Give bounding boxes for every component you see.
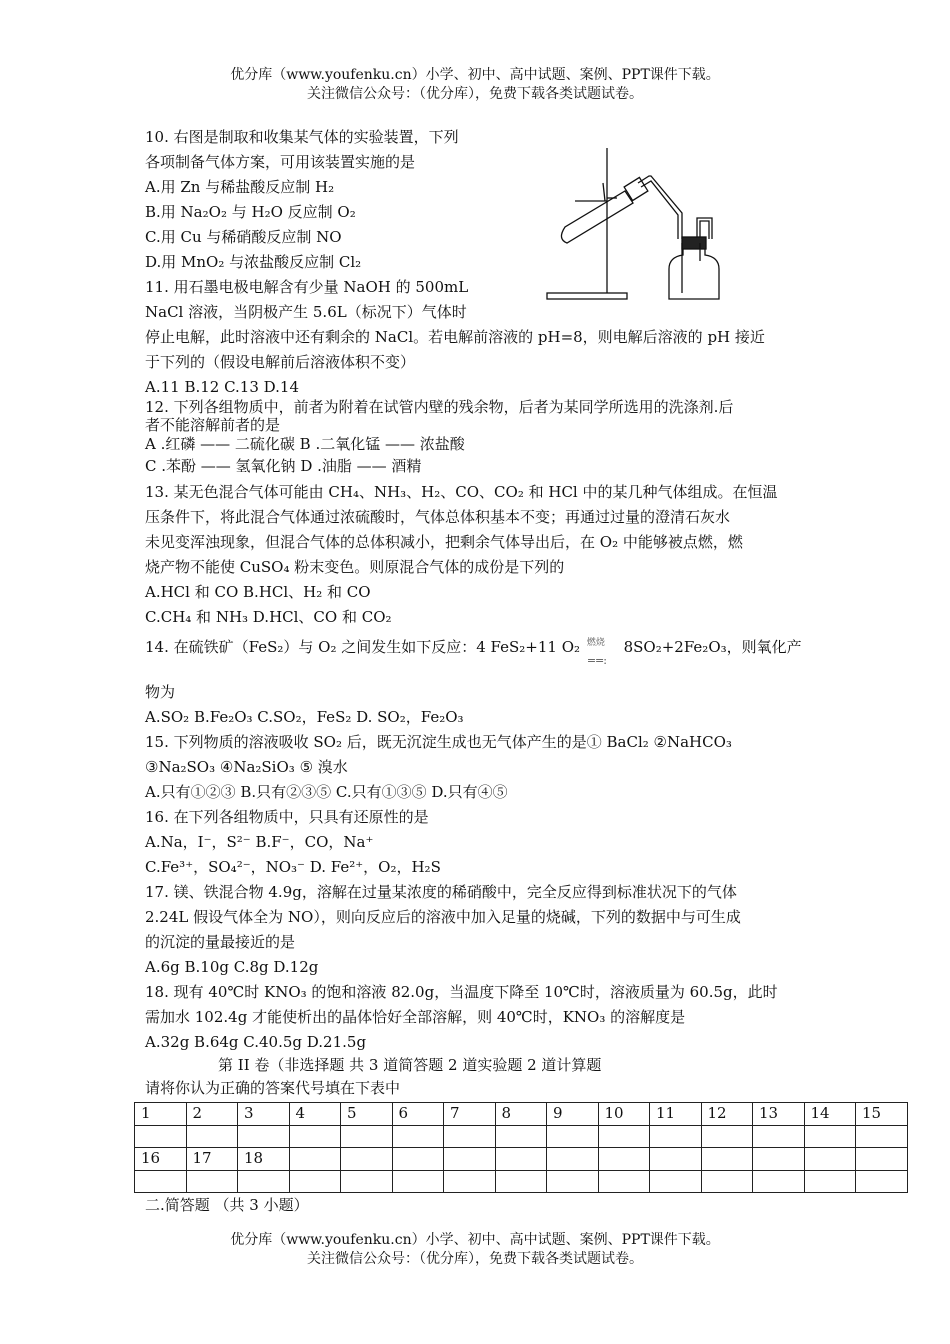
q14-stem-1 (145, 637, 802, 667)
header-line-2: 关注微信公众号：（优分库），免费下载各类试题试卷。 (307, 86, 643, 102)
answer-number-cell (547, 1148, 599, 1171)
q18-stem-1: 18. 现有 40℃时 KNO₃ 的饱和溶液 82.0g，当温度下降至 10℃时，溶液质量为 60.5g，此时 (145, 983, 778, 1001)
q15-stem-1: 15. 下列物质的溶液吸收 SO₂ 后，既无沉淀生成也无气体产生的是① BaCl₂ ②NaHCO₃ (145, 733, 732, 751)
q13-stem-4: 烧产物不能使 CuSO₄ 粉末变色。则原混合气体的成份是下列的 (145, 558, 565, 576)
answer-blank-cell[interactable] (495, 1125, 547, 1148)
header-line-1: 优分库（www.youfenku.cn）小学、初中、高中试题、案例、PPT课件下载。 (230, 67, 720, 83)
answer-number-cell (856, 1148, 908, 1171)
q16-options-ab: A.Na，I⁻，S²⁻ B.F⁻，CO，Na⁺ (145, 833, 374, 851)
answer-number-cell: 5 (341, 1103, 393, 1126)
q17-stem-2: 2.24L 假设气体全为 NO），则向反应后的溶液中加入足量的烧碱，下列的数据中与可生成 (145, 908, 741, 926)
answer-number-cell: 18 (238, 1148, 290, 1171)
q12-stem-2: 者不能溶解前者的是 (145, 416, 281, 434)
answer-number-cell: 15 (856, 1103, 908, 1126)
answer-blank-cell[interactable] (135, 1125, 187, 1148)
answer-number-cell (701, 1148, 753, 1171)
answer-number-cell: 2 (186, 1103, 238, 1126)
q10-stem-2: 各项制备气体方案，可用该装置实施的是 (145, 153, 416, 171)
test-tube (561, 177, 647, 243)
section-2-title: 第 II 卷（非选择题 共 3 道简答题 2 道实验题 2 道计算题 (218, 1056, 602, 1074)
answer-number-cell: 11 (650, 1103, 702, 1126)
answer-blank-cell[interactable] (753, 1170, 805, 1193)
answer-number-cell: 17 (186, 1148, 238, 1171)
q15-stem-2: ③Na₂SO₃ ④Na₂SiO₃ ⑤ 溴水 (145, 758, 348, 776)
answer-blank-cell[interactable] (856, 1170, 908, 1193)
answer-blank-cell[interactable] (341, 1170, 393, 1193)
answer-number-cell: 1 (135, 1103, 187, 1126)
q18-options: A.32g B.64g C.40.5g D.21.5g (145, 1033, 367, 1051)
q15-options: A.只有①②③ B.只有②③⑤ C.只有①③⑤ D.只有④⑤ (145, 783, 508, 801)
answer-number-cell (341, 1148, 393, 1171)
answer-table-row-numbers-2 (135, 1148, 908, 1171)
equals-sign: ==: (586, 654, 606, 667)
answer-blank-cell[interactable] (186, 1125, 238, 1148)
iron-stand (547, 148, 627, 299)
q11-stem-1: 11. 用石墨电极电解含有少量 NaOH 的 500mL (145, 278, 469, 296)
answer-blank-cell[interactable] (135, 1170, 187, 1193)
q13-stem-1: 13. 某无色混合气体可能由 CH₄、NH₃、H₂、CO、CO₂ 和 HCl 中的某几种气体组成。在恒温 (145, 483, 778, 501)
answer-blank-cell[interactable] (547, 1170, 599, 1193)
answer-blank-cell[interactable] (804, 1125, 856, 1148)
answer-instruction: 请将你认为正确的答案代号填在下表中 (145, 1079, 401, 1097)
q12-options-ab: A .红磷 —— 二硫化碳 B .二氧化锰 —— 浓盐酸 (145, 435, 465, 453)
answer-blank-cell[interactable] (495, 1170, 547, 1193)
answer-number-cell (650, 1148, 702, 1171)
answer-number-cell: 13 (753, 1103, 805, 1126)
q17-options: A.6g B.10g C.8g D.12g (145, 958, 319, 976)
answer-blank-cell[interactable] (238, 1125, 290, 1148)
q17-stem-3: 的沉淀的量最接近的是 (145, 933, 296, 951)
answer-blank-cell[interactable] (856, 1125, 908, 1148)
answer-blank-cell[interactable] (444, 1125, 496, 1148)
answer-blank-cell[interactable] (547, 1125, 599, 1148)
q14-equation-left: 14. 在硫铁矿（FeS₂）与 O₂ 之间发生如下反应：4 FeS₂+11 O₂ (145, 638, 581, 656)
short-answer-heading: 二.简答题 （共 3 小题） (145, 1196, 309, 1214)
answer-number-cell: 6 (392, 1103, 444, 1126)
answer-blank-cell[interactable] (289, 1125, 341, 1148)
answer-number-cell: 12 (701, 1103, 753, 1126)
q10-option-c: C.用 Cu 与稀硝酸反应制 NO (145, 228, 342, 246)
q16-stem: 16. 在下列各组物质中，只具有还原性的是 (145, 808, 429, 826)
footer-line-2: 关注微信公众号：（优分库），免费下载各类试题试卷。 (307, 1251, 643, 1267)
answer-number-cell (753, 1148, 805, 1171)
q10-option-d: D.用 MnO₂ 与浓盐酸反应制 Cl₂ (145, 253, 362, 271)
q13-options-cd: C.CH₄ 和 NH₃ D.HCl、CO 和 CO₂ (145, 608, 392, 626)
answer-number-cell (598, 1148, 650, 1171)
answer-number-cell: 3 (238, 1103, 290, 1126)
answer-number-cell: 7 (444, 1103, 496, 1126)
q13-stem-3: 未见变浑浊现象，但混合气体的总体积减小，把剩余气体导出后，在 O₂ 中能够被点燃，燃 (145, 533, 743, 551)
q10-option-a: A.用 Zn 与稀盐酸反应制 H₂ (145, 178, 335, 196)
answer-number-cell (289, 1148, 341, 1171)
q14-stem-2: 物为 (145, 683, 176, 701)
answer-blank-cell[interactable] (650, 1125, 702, 1148)
answer-blank-cell[interactable] (804, 1170, 856, 1193)
q12-stem-1: 12. 下列各组物质中，前者为附着在试管内壁的残余物，后者为某同学所选用的洗涤剂.后 (145, 398, 734, 416)
answer-table-row-blanks-2 (135, 1170, 908, 1193)
answer-number-cell: 8 (495, 1103, 547, 1126)
q17-stem-1: 17. 镁、铁混合物 4.9g，溶解在过量某浓度的稀硝酸中，完全反应得到标准状况下的气体 (145, 883, 737, 901)
answer-table-row-numbers-1 (135, 1103, 908, 1126)
q14-equation-right: 8SO₂+2Fe₂O₃，则氧化产 (623, 638, 802, 656)
answer-blank-cell[interactable] (186, 1170, 238, 1193)
answer-number-cell: 4 (289, 1103, 341, 1126)
answer-blank-cell[interactable] (753, 1125, 805, 1148)
collecting-bottle (669, 237, 719, 299)
q11-options: A.11 B.12 C.13 D.14 (145, 378, 300, 396)
answer-table-row-blanks-1 (135, 1125, 908, 1148)
reaction-condition (585, 637, 619, 667)
q13-stem-2: 压条件下，将此混合气体通过浓硫酸时，气体总体积基本不变；再通过过量的澄清石灰水 (145, 508, 731, 526)
answer-number-cell (392, 1148, 444, 1171)
answer-number-cell (495, 1148, 547, 1171)
answer-blank-cell[interactable] (598, 1170, 650, 1193)
answer-blank-cell[interactable] (289, 1170, 341, 1193)
answer-blank-cell[interactable] (392, 1170, 444, 1193)
answer-number-cell: 10 (598, 1103, 650, 1126)
q18-stem-2: 需加水 102.4g 才能使析出的晶体恰好全部溶解，则 40℃时，KNO₃ 的溶解度是 (145, 1008, 686, 1026)
q16-options-cd: C.Fe³⁺，SO₄²⁻，NO₃⁻ D. Fe²⁺，O₂，H₂S (145, 858, 441, 876)
answer-blank-cell[interactable] (444, 1170, 496, 1193)
apparatus-figure (545, 143, 720, 303)
q11-stem-3: 停止电解，此时溶液中还有剩余的 NaCl。若电解前溶液的 pH=8，则电解后溶液的 pH 接近 (145, 328, 765, 346)
answer-number-cell: 14 (804, 1103, 856, 1126)
answer-number-cell: 16 (135, 1148, 187, 1171)
delivery-tube (638, 176, 712, 239)
q11-stem-2: NaCl 溶液，当阴极产生 5.6L（标况下）气体时 (145, 303, 467, 321)
q13-options-ab: A.HCl 和 CO B.HCl、H₂ 和 CO (145, 583, 371, 601)
answer-blank-cell[interactable] (701, 1170, 753, 1193)
condition-label: 燃烧 (586, 638, 605, 648)
answer-blank-cell[interactable] (238, 1170, 290, 1193)
answer-blank-cell[interactable] (701, 1125, 753, 1148)
answer-blank-cell[interactable] (598, 1125, 650, 1148)
answer-blank-cell[interactable] (341, 1125, 393, 1148)
answer-number-cell (804, 1148, 856, 1171)
footer-line-1: 优分库（www.youfenku.cn）小学、初中、高中试题、案例、PPT课件下载。 (230, 1232, 720, 1248)
q14-options: A.SO₂ B.Fe₂O₃ C.SO₂，FeS₂ D. SO₂，Fe₂O₃ (145, 708, 464, 726)
answer-number-cell (444, 1148, 496, 1171)
answer-blank-cell[interactable] (392, 1125, 444, 1148)
answer-blank-cell[interactable] (650, 1170, 702, 1193)
answer-table (134, 1102, 908, 1193)
q11-stem-4: 于下列的（假设电解前后溶液体积不变） (145, 353, 416, 371)
q10-option-b: B.用 Na₂O₂ 与 H₂O 反应制 O₂ (145, 203, 356, 221)
answer-number-cell: 9 (547, 1103, 599, 1126)
q10-stem-1: 10. 右图是制取和收集某气体的实验装置，下列 (145, 128, 459, 146)
q12-options-cd: C .苯酚 —— 氢氧化钠 D .油脂 —— 酒精 (145, 457, 422, 475)
